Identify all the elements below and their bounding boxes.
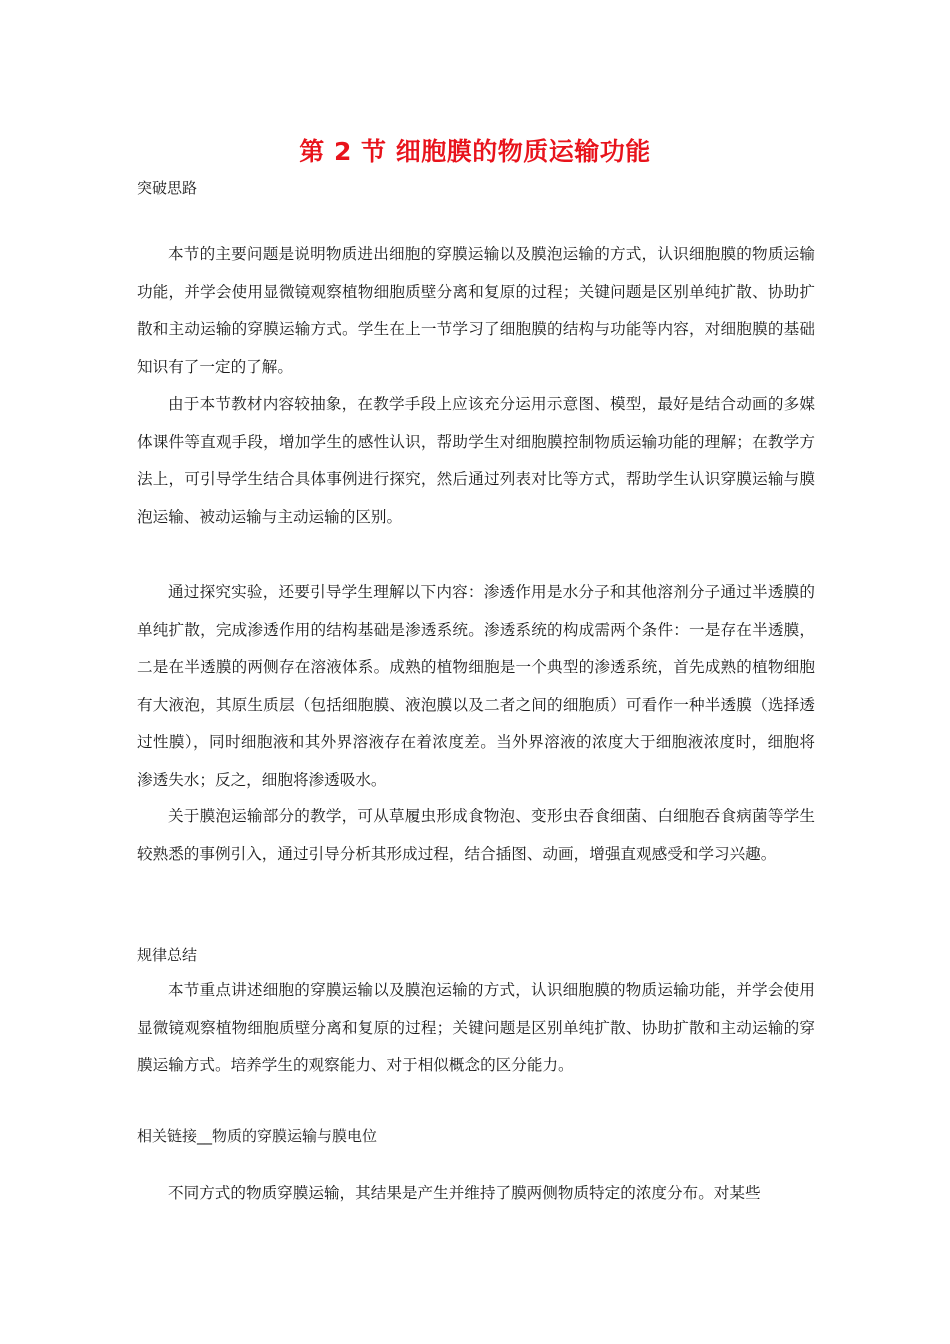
paragraph-main-problem: 本节的主要问题是说明物质进出细胞的穿膜运输以及膜泡运输的方式，认识细胞膜的物质运输功能，并学会使用显微镜观察植物细胞质壁分离和复原的过程；关键问题是区别单纯扩散、协助扩散和主动运输的穿膜运输方式。学生在上一节学习了细胞膜的结构与功能等内容，对细胞膜的基础知识有了一定的了解。 xyxy=(137,245,815,376)
paragraph-teaching-means: 由于本节教材内容较抽象，在教学手段上应该充分运用示意图、模型，最好是结合动画的多媒体课件等直观手段，增加学生的感性认识，帮助学生对细胞膜控制物质运输功能的理解；在教学方法上，可引导学生结合具体事例进行探究，然后通过列表对比等方式，帮助学生认识穿膜运输与膜泡运输、被动运输与主动运输的区别。 xyxy=(137,395,815,526)
paragraph-summary: 本节重点讲述细胞的穿膜运输以及膜泡运输的方式，认识细胞膜的物质运输功能，并学会使用显微镜观察植物细胞质壁分离和复原的过程；关键问题是区别单纯扩散、协助扩散和主动运输的穿膜运输方式。培养学生的观察能力、对于相似概念的区分能力。 xyxy=(137,981,815,1074)
section-heading-related-link: 相关链接__物质的穿膜运输与膜电位 xyxy=(137,1127,378,1145)
section-heading-breakthrough: 突破思路 xyxy=(137,179,198,197)
page-title: 第 2 节 细胞膜的物质运输功能 xyxy=(299,137,651,166)
paragraph-osmosis: 通过探究实验，还要引导学生理解以下内容：渗透作用是水分子和其他溶剂分子通过半透膜的单纯扩散，完成渗透作用的结构基础是渗透系统。渗透系统的构成需两个条件：一是存在半透膜，二是在半透膜的两侧存在溶液体系。成熟的植物细胞是一个典型的渗透系统，首先成熟的植物细胞有大液泡，其原生质层（包括细胞膜、液泡膜以及二者之间的细胞质）可看作一种半透膜（选择透过性膜），同时细胞液和其外界溶液存在着浓度差。当外界溶液的浓度大于细胞液浓度时，细胞将渗透失水；反之，细胞将渗透吸水。 xyxy=(137,583,815,789)
paragraph-membrane-potential: 不同方式的物质穿膜运输，其结果是产生并维持了膜两侧物质特定的浓度分布。对某些 xyxy=(168,1184,761,1202)
paragraph-vesicle-transport: 关于膜泡运输部分的教学，可从草履虫形成食物泡、变形虫吞食细菌、白细胞吞食病菌等学生较熟悉的事例引入，通过引导分析其形成过程，结合插图、动画，增强直观感受和学习兴趣。 xyxy=(137,807,815,863)
section-heading-summary: 规律总结 xyxy=(137,946,198,964)
